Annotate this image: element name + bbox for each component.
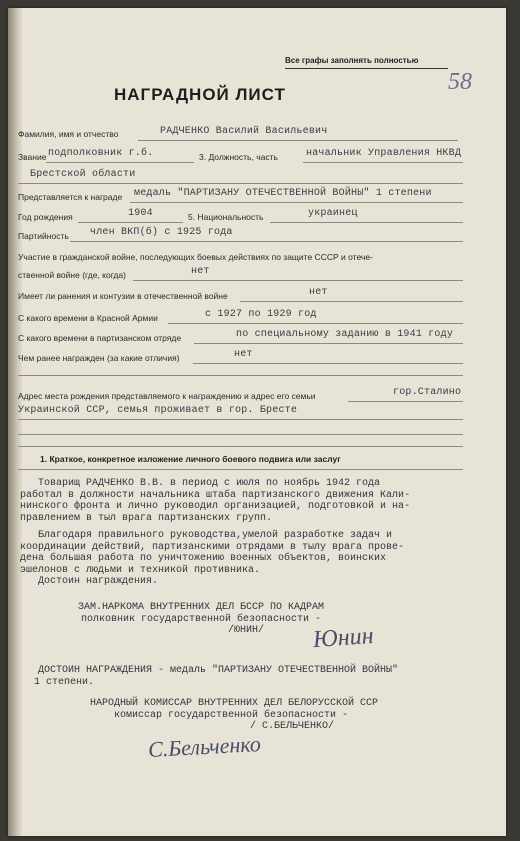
paragraph-1 — [20, 478, 410, 524]
paragraph-2 — [20, 530, 404, 588]
birth-line — [78, 222, 183, 223]
awards-label: Чем ранее награжден (за какие отличия) — [18, 353, 180, 363]
address-value: гор.Сталино — [393, 387, 462, 398]
name-line — [138, 140, 458, 141]
nominated-value: медаль "ПАРТИЗАНУ ОТЕЧЕСТВЕННОЙ ВОЙНЫ" 1 степени — [134, 188, 432, 199]
civil-war-label-continued: ственной войне (где, когда) — [18, 270, 126, 280]
awards-value: нет — [234, 349, 253, 360]
fill-note: Все графы заполнять полностью — [285, 56, 419, 65]
position-label: 3. Должность, часть — [199, 152, 278, 162]
text-line: эшелонов с людьми и техникой противника. — [20, 564, 261, 576]
section-title: 1. Краткое, конкретное изложение личного боевого подвига или заслуг — [40, 454, 341, 464]
nationality-label: 5. Национальность — [188, 212, 264, 222]
wounds-line — [240, 301, 463, 302]
position-value: начальник Управления НКВД — [306, 148, 462, 159]
conclusion — [20, 665, 398, 688]
rank-line — [46, 162, 194, 163]
party-value: член ВКП(б) с 1925 года — [90, 227, 233, 238]
red-army-value: с 1927 по 1929 год — [205, 309, 317, 320]
nationality-value: украинец — [308, 208, 358, 219]
document-page — [8, 8, 506, 836]
address-value-continued: Украинской ССР, семья проживает в гор. Бресте — [18, 405, 298, 416]
name-value: РАДЧЕНКО Василий Васильевич — [160, 126, 328, 137]
rank-label: Звание — [18, 152, 47, 162]
civil-war-line — [133, 280, 463, 281]
fill-note-underline — [285, 68, 448, 69]
signer-name: / С.БЕЛЬЧЕНКО/ — [250, 721, 335, 732]
nationality-line — [270, 222, 463, 223]
birth-value: 1904 — [128, 208, 153, 219]
rank-value: подполковник г.б. — [48, 148, 154, 159]
party-label: Партийность — [18, 231, 69, 241]
text-line: дена большая работа по уничтожению военных объектов, воинских — [20, 553, 387, 564]
text-line: координации действий, партизанскими отрядами в тылу врага прове- — [20, 541, 405, 553]
partisan-line — [194, 343, 463, 344]
nominated-line — [130, 202, 463, 203]
signer-block-2 — [90, 698, 378, 733]
signer-title: ЗАМ.НАРКОМА ВНУТРЕННИХ ДЕЛ БССР ПО КАДРАМ — [78, 602, 325, 613]
awards-line — [193, 363, 463, 364]
red-army-label: С какого времени в Красной Армии — [18, 313, 158, 323]
civil-war-label: Участие в гражданской войне, последующих боевых действиях по защите СССР и отече- — [18, 252, 373, 262]
signature-1: Юнин — [312, 622, 375, 654]
wounds-label: Имеет ли ранения и контузии в отечественной войне — [18, 291, 228, 301]
partisan-label: С какого времени в партизанском отряде — [18, 333, 182, 343]
signer-name: /ЮНИН/ — [228, 625, 265, 636]
partisan-value: по специальному заданию в 1941 году — [236, 329, 454, 340]
address-label: Адрес места рождения представляемого к награждению и адрес его семьи — [18, 391, 316, 401]
red-army-line — [168, 323, 463, 324]
nominated-label: Представляется к награде — [18, 192, 123, 202]
archive-number: 58 — [448, 69, 472, 95]
signer-rank: комиссар государственной безопасности - — [114, 709, 349, 721]
signer-title: НАРОДНЫЙ КОМИССАР ВНУТРЕННИХ ДЕЛ БЕЛОРУССКОЙ ССР — [90, 698, 379, 709]
text-line: Товарищ РАДЧЕНКО В.В. в период с июля по ноябрь 1942 года — [20, 478, 381, 489]
address-line-2 — [18, 419, 463, 420]
text-line: нинского фронта и лично руководил организацией, подготовкой и на- — [20, 501, 411, 512]
text-line: ДОСТОИН НАГРАЖДЕНИЯ - медаль "ПАРТИЗАНУ ОТЕЧЕСТВЕННОЙ ВОЙНЫ" — [20, 665, 399, 676]
blank-line-1 — [18, 375, 463, 376]
position-line-2 — [18, 183, 463, 184]
signer-rank: полковник государственной безопасности - — [81, 613, 322, 625]
civil-war-value: нет — [191, 266, 210, 277]
text-line: правлением в тыл врага партизанских групп. — [20, 512, 273, 524]
birth-label: Год рождения — [18, 212, 73, 222]
position-value-continued: Брестской области — [30, 169, 136, 180]
signer-block-1 — [78, 602, 324, 637]
text-line: Благодаря правильного руководства,умелой разработке задач и — [20, 530, 393, 541]
section-bottom-rule — [18, 469, 463, 470]
signature-2: С.Бельченко — [147, 731, 262, 762]
text-line: работал в должности начальника штаба партизанского движения Кали- — [20, 489, 411, 501]
party-line — [70, 241, 463, 242]
blank-line-2 — [18, 434, 463, 435]
wounds-value: нет — [309, 287, 328, 298]
page-title: НАГРАДНОЙ ЛИСТ — [114, 85, 286, 104]
text-line: 1 степени. — [34, 676, 95, 688]
section-top-rule — [18, 446, 463, 447]
name-label: Фамилия, имя и отчество — [18, 129, 119, 139]
text-line: Достоин награждения. — [20, 576, 159, 587]
position-line — [303, 162, 463, 163]
address-line — [348, 401, 463, 402]
